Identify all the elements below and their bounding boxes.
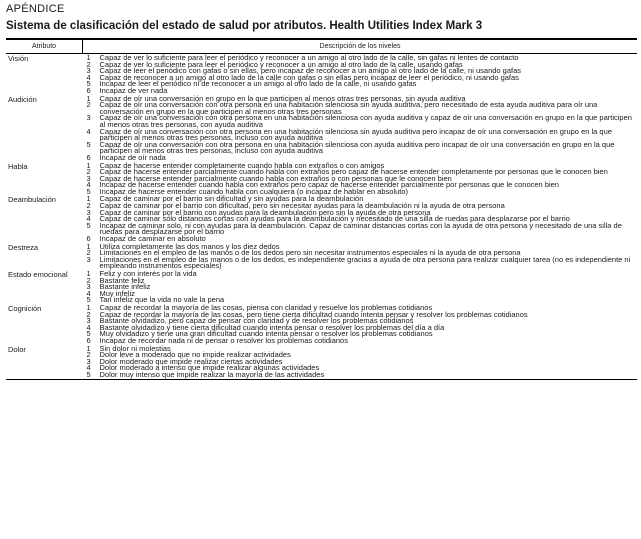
table-row [6, 162, 637, 196]
table-row [6, 304, 637, 345]
level-description: Feliz y con interés por la vida [99, 269, 197, 278]
level-number: 1 [86, 269, 91, 278]
attribute-name: Visión [8, 54, 29, 63]
attribute-name: Audición [8, 94, 37, 104]
table-row [6, 95, 637, 162]
level-description: Bastante infeliz [99, 282, 151, 292]
level-number: 3 [86, 316, 91, 326]
level-list [83, 95, 638, 162]
appendix-heading: APÉNDICE [6, 3, 65, 15]
level-description: Limitaciones en el empleo de las manos o de los dedos, es independiente gracias a ayuda de otra persona para realizar cualquier tarea (no es independiente ni empleando instrumentos especiales) [99, 254, 631, 271]
level-description: Incapaz de ver nada [99, 85, 168, 95]
table-title: Sistema de clasificación del estado de salud por atributos. Health Utilities Index Mark 3 [6, 20, 483, 32]
level-number: 4 [86, 363, 91, 373]
level-description: Capaz de oír una conversación en grupo en la que participen al menos otras tres personas, sin ayuda auditiva [99, 93, 466, 103]
level-number: 4 [86, 288, 91, 298]
level-description: Capaz de recordar la mayoría de las cosas, piensa con claridad y resuelve los problemas cotidianos [99, 302, 433, 312]
level-number: 5 [86, 329, 91, 339]
level-description: Capaz de hacerse entender completamente cuando habla con extraños o con amigos [99, 160, 385, 170]
level-description: Capaz de oír una conversación con otra persona en una habitación silenciosa con ayuda auditiva y capaz de oír una conversación en grupo en la que participen al menos otras tres personas, con ayuda auditiva [99, 113, 632, 129]
level-description: Incapaz de recordar nada ni de pensar o resolver los problemas cotidianos [99, 335, 348, 345]
table-body [6, 54, 637, 380]
level-number: 5 [86, 79, 91, 89]
level-item [83, 275, 638, 285]
level-description: Capaz de ver lo suficiente para leer el periódico y reconocer a un amigo al otro lado de la calle, sin gafas ni lentes de contacto [99, 53, 519, 62]
level-description: Capaz de reconocer a un amigo al otro lado de la calle con gafas o sin ellas pero incapaz de leer el periódico, ni usando gafas [99, 72, 519, 82]
level-number: 2 [86, 59, 91, 69]
level-number: 2 [86, 309, 91, 319]
level-description: Capaz de caminar por el barrio sin dificultad y sin ayudas para la deambulación [99, 194, 364, 204]
level-number: 2 [86, 167, 91, 177]
level-description: Incapaz de hacerse entender cuando habla con cualquiera (o incapaz de hablar en absoluto) [99, 186, 409, 196]
level-description: Sin dolor ni molestias [99, 343, 171, 353]
attribute-name: Deambulación [8, 195, 56, 205]
table-row [6, 345, 637, 379]
table-row [6, 195, 637, 242]
level-number: 1 [86, 160, 91, 170]
level-list [83, 270, 638, 304]
level-number: 1 [86, 302, 91, 312]
column-header-attribute: Atributo [6, 39, 83, 54]
level-description: Limitaciones en el empleo de las manos o de los dedos pero sin necesitar instrumentos especiales ni la ayuda de otra persona [99, 248, 521, 258]
level-number: 3 [86, 66, 91, 76]
level-number: 3 [86, 254, 91, 264]
table-row [6, 243, 637, 270]
level-description: Capaz de recordar la mayoría de las cosas, pero tiene cierta dificultad cuando intenta pensar y resolver los problemas cotidianos [99, 309, 528, 319]
level-number: 4 [86, 126, 91, 136]
level-number: 3 [86, 207, 91, 217]
level-description: Capaz de hacerse entender parcialmente cuando habla con extraños pero capaz de hacerse entender completamente por personas que le conocen bien [99, 167, 608, 177]
level-description: Incapaz de leer el periódico ni de reconocer a un amigo al otro lado de la calle, ni usando gafas [99, 79, 417, 89]
level-description: Dolor moderado a intenso que impide realizar algunas actividades [99, 363, 320, 373]
attribute-name: Cognición [8, 303, 42, 313]
level-list [83, 162, 638, 196]
level-list [83, 54, 638, 95]
level-number: 3 [86, 113, 91, 123]
level-number: 5 [86, 139, 91, 149]
level-number: 5 [86, 369, 91, 379]
level-description: Capaz de oír una conversación con otra persona en una habitación silenciosa sin ayuda auditiva pero incapaz de oír una conversación en grupo en la que participen al menos otras tres personas, incluso con ayuda auditiva [99, 126, 612, 143]
level-list [83, 345, 638, 379]
level-number: 6 [86, 152, 91, 162]
attribute-name: Destreza [8, 242, 39, 252]
level-number: 5 [86, 295, 91, 305]
level-item [83, 284, 638, 291]
level-number: 1 [86, 241, 91, 251]
table-header-row [6, 39, 637, 54]
level-number: 5 [86, 186, 91, 196]
level-description: Muy infeliz [99, 288, 135, 298]
level-list [83, 304, 638, 345]
level-number: 2 [86, 275, 91, 285]
level-number: 6 [86, 335, 91, 345]
level-description: Incapaz de hacerse entender cuando habla con extraños pero capaz de hacerse entender parcialmente por personas que le conocen bien [99, 180, 559, 190]
level-description: Capaz de oír una conversación con otra persona en una habitación silenciosa con ayuda auditiva pero incapaz de oír una conversación en grupo en la que participen al menos otras tres personas, incluso con ayuda auditiva [99, 139, 615, 156]
level-number: 2 [86, 248, 91, 258]
level-description: Capaz de oír una conversación con otra persona en una habitación silenciosa sin ayuda auditiva, pero necesitado de esta ayuda auditiva para oír una conversación en grupo en la que participen al menos otras tres personas [99, 100, 598, 116]
table-row [6, 270, 637, 304]
level-description: Capaz de ver lo suficiente para leer el periódico y reconocer a un amigo al otro lado de la calle, usando gafas [99, 59, 463, 69]
level-item [83, 271, 638, 278]
attributes-table [6, 38, 637, 380]
level-number: 2 [86, 350, 91, 360]
level-description: Incapaz de oír nada [99, 152, 166, 162]
level-number: 3 [86, 282, 91, 292]
level-description: Muy olvidadizo y tiene una gran dificultad cuando intenta pensar o resolver los problemas cotidianos [99, 329, 433, 339]
level-number: 4 [86, 72, 91, 82]
level-number: 5 [86, 220, 91, 230]
level-description: Incapaz de caminar en absoluto [99, 234, 206, 244]
level-description: Capaz de leer el periódico con gafas o sin ellas, pero incapaz de reconocer a un amigo al otro lado de la calle, ni usando gafas [99, 66, 522, 76]
table-row [6, 54, 637, 95]
level-number: 4 [86, 322, 91, 332]
attribute-name: Habla [8, 161, 28, 171]
level-number: 3 [86, 356, 91, 366]
level-number: 1 [86, 93, 91, 103]
level-number: 2 [86, 201, 91, 211]
level-number: 6 [86, 85, 91, 95]
level-number: 1 [86, 53, 91, 62]
level-number: 6 [86, 234, 91, 244]
level-description: Capaz de caminar por el barrio con ayudas para la deambulación pero sin la ayuda de otra persona [99, 207, 431, 217]
level-number: 2 [86, 100, 91, 110]
level-list [83, 243, 638, 270]
level-number: 3 [86, 173, 91, 183]
level-description: Tan infeliz que la vida no vale la pena [99, 295, 225, 305]
attribute-name: Estado emocional [8, 270, 68, 279]
level-item [83, 369, 638, 379]
level-description: Bastante olvidadizo, pero capaz de pensar con claridad y de resolver los problemas cotidianos [99, 316, 414, 326]
document-page [0, 3, 641, 539]
level-description: Capaz de caminar por el barrio con dificultad, pero sin necesitar ayudas para la deambulación ni la ayuda de otra persona [99, 201, 505, 211]
level-number: 4 [86, 180, 91, 190]
level-number: 1 [86, 194, 91, 204]
level-description: Dolor moderado que impide realizar ciertas actividades [99, 356, 283, 366]
level-description: Bastante olvidadizo y tiene cierta dificultad cuando intenta pensar o resolver los problemas del día a día [99, 322, 445, 332]
level-description: Dolor muy intenso que impide realizar la mayoría de las actividades [99, 369, 325, 379]
attribute-name: Dolor [6, 345, 83, 379]
level-number: 4 [86, 214, 91, 224]
level-description: Dolor leve a moderado que no impide realizar actividades [99, 350, 291, 360]
level-number: 1 [86, 343, 91, 353]
column-header-description: Descripción de los niveles [83, 39, 638, 54]
level-description: Utiliza completamente las dos manos y los diez dedos [99, 241, 280, 251]
level-description: Capaz de caminar sólo distancias cortas con ayudas para la deambulación y necesitado de una silla de ruedas para desplazarse por el barrio [99, 214, 570, 224]
level-description: Incapaz de caminar solo, ni con ayudas para la deambulación. Capaz de caminar distancias cortas con la ayuda de otra persona y necesitado de una silla de ruedas para desplazarse por el barrio [99, 220, 622, 237]
level-description: Bastante feliz [99, 275, 145, 285]
level-description: Capaz de hacerse entender parcialmente cuando habla con extraños o con personas que le conocen bien [99, 173, 452, 183]
level-list [83, 195, 638, 242]
